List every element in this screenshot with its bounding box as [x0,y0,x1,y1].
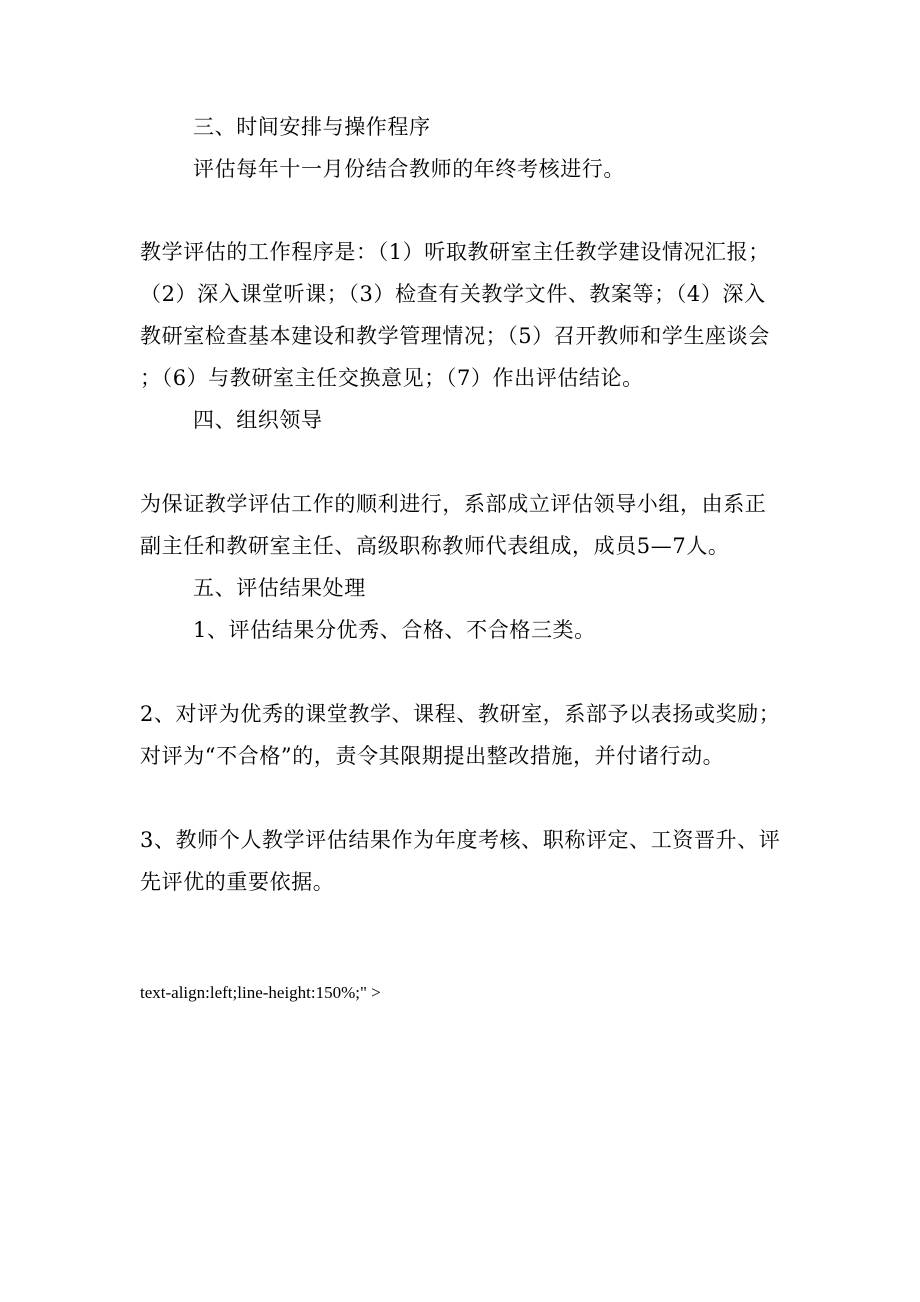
procedure-line-2: （2）深入课堂听课；（3）检查有关教学文件、教案等；（4）深入 [140,282,766,306]
section-four-heading: 四、组织领导 [193,408,323,432]
result-item-2-line-2: 对评为“不合格”的，责令其限期提出整改措施，并付诸行动。 [140,744,725,768]
stray-markup-text: text-align:left;line-height:150%;" > [140,983,381,1002]
result-item-1: 1、评估结果分优秀、合格、不合格三类。 [193,618,596,642]
organization-line-2: 副主任和教研室主任、高级职称教师代表组成，成员5—7人。 [140,534,730,558]
result-item-3-line-1: 3、教师个人教学评估结果作为年度考核、职称评定、工资晋升、评 [140,828,781,852]
result-item-2-line-1: 2、对评为优秀的课堂教学、课程、教研室，系部予以表扬或奖励； [140,702,781,726]
procedure-line-3: 教研室检查基本建设和教学管理情况；（5）召开教师和学生座谈会 [140,324,770,348]
procedure-line-4: ；（6）与教研室主任交换意见；（7）作出评估结论。 [140,366,644,390]
result-item-3-line-2: 先评优的重要依据。 [140,870,335,894]
procedure-line-1: 教学评估的工作程序是：（1）听取教研室主任教学建设情况汇报； [140,240,770,264]
section-five-heading: 五、评估结果处理 [193,576,366,600]
section-three-paragraph: 评估每年十一月份结合教师的年终考核进行。 [193,157,625,181]
organization-line-1: 为保证教学评估工作的顺利进行，系部成立评估领导小组，由系正 [140,492,767,516]
section-three-heading: 三、时间安排与操作程序 [193,115,431,139]
